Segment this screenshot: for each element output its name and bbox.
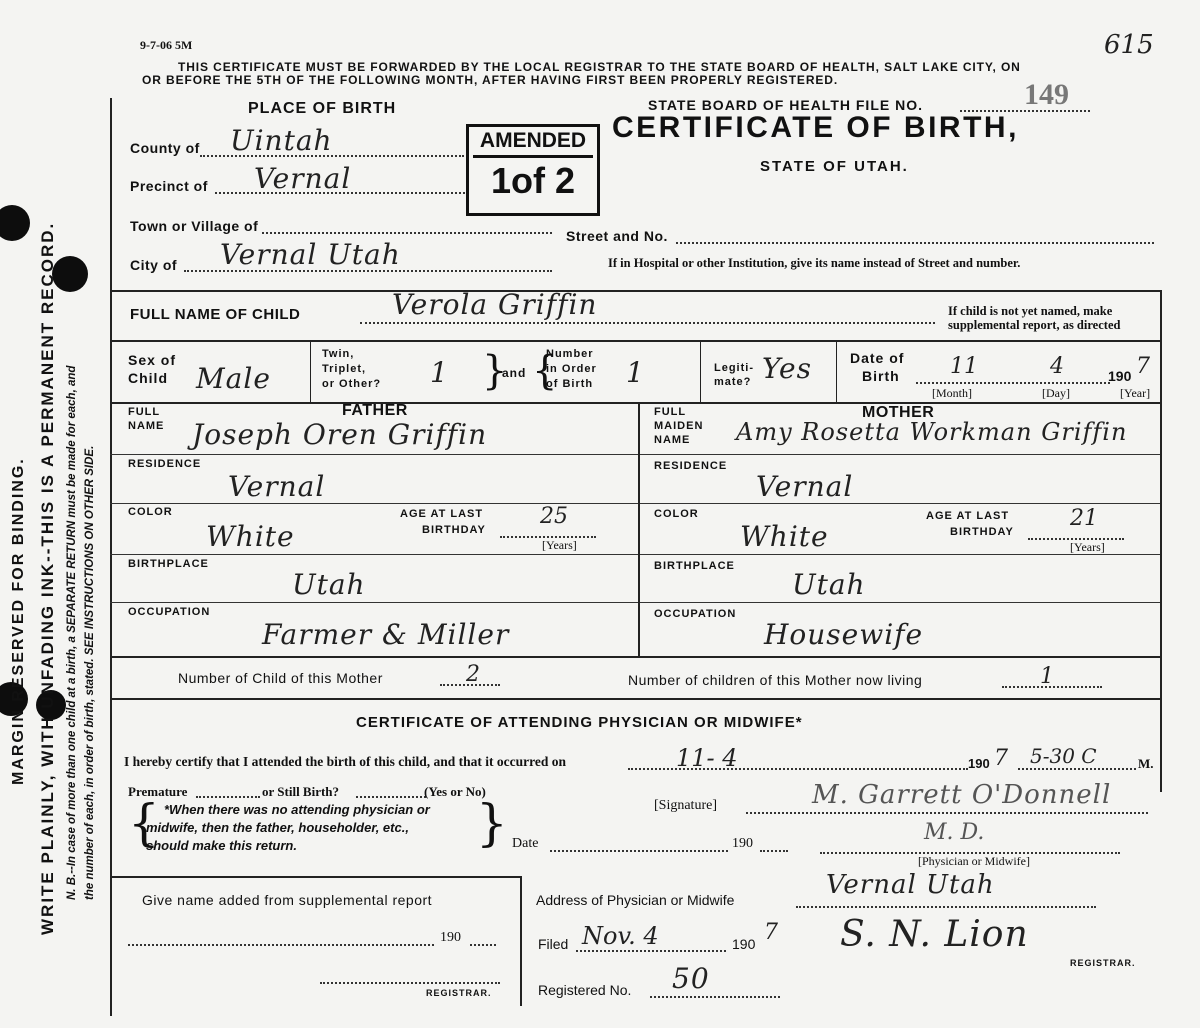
father-color-label: COLOR [128, 506, 173, 518]
number-label-1: Number [546, 348, 594, 360]
notice-line-2: OR BEFORE THE 5TH OF THE FOLLOWING MONTH, AFTER HAVING FIRST BEEN PROPERLY REGISTERED. [142, 73, 839, 87]
father-residence-label: RESIDENCE [128, 458, 202, 470]
margin-nb-line-1: N. B.--In case of more than one child at a birth, a SEPARATE RETURN must be made for each, and [66, 365, 78, 900]
father-age: 25 [540, 504, 568, 529]
filed-label: Filed [538, 936, 569, 952]
name-section-divider [110, 340, 1162, 342]
living-label: Number of children of this Mother now living [628, 672, 923, 688]
margin-binding-text: MARGIN RESERVED FOR BINDING. [10, 457, 27, 785]
parents-section-divider [110, 656, 1162, 658]
registrar-label: REGISTRAR. [1070, 958, 1136, 968]
dob-day: 4 [1050, 354, 1064, 379]
signature-label: [Signature] [654, 798, 717, 813]
signature-line [746, 812, 1148, 814]
dob-year-digit: 7 [1136, 354, 1150, 379]
street-line [676, 242, 1154, 244]
notice-line-1: THIS CERTIFICATE MUST BE FORWARDED BY THE LOCAL REGISTRAR TO THE STATE BOARD OF HEALTH, SALT LAKE CITY, ON [178, 60, 1021, 74]
right-border [1160, 292, 1162, 792]
child-name-line [360, 322, 935, 324]
address-line [796, 906, 1096, 908]
supplemental-top-border [110, 876, 522, 878]
mother-residence: Vernal [756, 470, 854, 503]
city-value: Vernal Utah [220, 238, 401, 271]
unnamed-note-line-2: supplemental report, as directed [948, 318, 1121, 332]
address-label: Address of Physician or Midwife [536, 892, 735, 908]
child-number-value: 2 [466, 662, 480, 687]
legitimate-value: Yes [762, 352, 812, 385]
margin-nb-line-2: the number of each, in order of birth, stated. SEE INSTRUCTIONS ON OTHER SIDE. [84, 445, 96, 900]
legit-label-2: mate? [714, 376, 752, 388]
mother-birthplace-label: BIRTHPLACE [654, 560, 735, 572]
mother-years-label: [Years] [1070, 540, 1105, 554]
mother-color-rule [640, 554, 1160, 555]
dob-label-2: Birth [862, 368, 900, 384]
place-of-birth-heading: PLACE OF BIRTH [248, 100, 397, 117]
premature-label: Premature [128, 784, 188, 799]
sex-label-2: Child [128, 370, 168, 386]
mother-name: Amy Rosetta Workman Griffin [736, 418, 1128, 446]
town-line [262, 232, 552, 234]
physician-signature: M. Garrett O'Donnell [812, 780, 1112, 810]
occurred-year-digit: 7 [994, 746, 1008, 771]
father-full-label-2: NAME [128, 420, 165, 432]
amended-stamp-top: AMENDED [473, 127, 593, 158]
father-residence: Vernal [228, 470, 326, 503]
mother-color: White [740, 520, 829, 553]
county-label: County of [130, 140, 200, 156]
precinct-value: Vernal [254, 162, 352, 195]
legit-divider [836, 342, 837, 402]
physician-note-1: *When there was no attending physician or [164, 802, 430, 817]
county-value: Uintah [230, 124, 333, 157]
filed-year-prefix: 190 [732, 936, 756, 952]
mother-heading: MOTHER [862, 404, 935, 421]
still-birth-label: or Still Birth? [262, 784, 340, 799]
child-name-label: FULL NAME OF CHILD [130, 306, 301, 323]
father-name-rule [110, 454, 638, 455]
legit-label-1: Legiti- [714, 362, 754, 374]
twin-value: 1 [430, 356, 449, 389]
twin-label-1: Twin, [322, 348, 355, 360]
registered-label: Registered No. [538, 982, 632, 998]
occurred-time: 5-30 C [1030, 744, 1097, 768]
supplemental-year-prefix: 190 [440, 930, 461, 945]
place-section-divider [110, 290, 1162, 292]
month-label: [Month] [932, 386, 972, 400]
certify-text: I hereby certify that I attended the birth of this child, and that it occurred on [124, 754, 566, 769]
father-color-rule [110, 554, 638, 555]
sex-value: Male [196, 362, 271, 395]
dob-label-1: Date of [850, 350, 905, 366]
sex-label-1: Sex of [128, 352, 177, 368]
unnamed-note-line-1: If child is not yet named, make [948, 304, 1113, 318]
occurred-year-prefix: 190 [968, 756, 990, 771]
supplemental-right-border [520, 876, 522, 1006]
amended-stamp-bottom: 1of 2 [490, 160, 576, 201]
supplemental-registrar-label: REGISTRAR. [426, 988, 492, 998]
number-divider [700, 342, 701, 402]
parents-center-divider [638, 402, 640, 656]
mother-age-label-1: AGE AT LAST [926, 510, 1010, 522]
father-color: White [206, 520, 295, 553]
dob-month: 11 [950, 354, 978, 379]
father-heading: FATHER [342, 402, 408, 419]
father-occupation-label: OCCUPATION [128, 606, 211, 618]
file-no-value: 149 [1024, 78, 1069, 111]
mother-age-label-2: BIRTHDAY [950, 526, 1014, 538]
address-value: Vernal Utah [826, 870, 995, 900]
dob-line [916, 382, 1110, 384]
mother-occupation: Housewife [764, 618, 924, 651]
amended-stamp [466, 124, 600, 216]
father-occupation: Farmer & Miller [262, 618, 510, 651]
day-label: [Day] [1042, 386, 1070, 400]
father-years-label: [Years] [542, 538, 577, 552]
father-full-label-1: FULL [128, 406, 161, 418]
premature-line [196, 796, 260, 798]
physician-or-midwife-label: [Physician or Midwife] [918, 854, 1030, 868]
registered-number: 50 [672, 962, 710, 995]
registered-line [650, 996, 780, 998]
supplemental-registrar-line [320, 982, 500, 984]
mother-birthplace: Utah [792, 568, 866, 601]
mother-residence-label: RESIDENCE [654, 460, 728, 472]
mother-residence-rule [640, 503, 1160, 504]
mother-age: 21 [1070, 506, 1098, 531]
number-brace: { [532, 348, 558, 394]
form-code: 9-7-06 5M [140, 38, 193, 52]
page-number: 615 [1104, 30, 1154, 60]
counts-section-divider [110, 698, 1162, 700]
father-name: Joseph Oren Griffin [192, 418, 488, 451]
year-label: [Year] [1120, 386, 1151, 400]
father-age-label-2: BIRTHDAY [422, 524, 486, 536]
number-label-2: in Order [546, 363, 597, 375]
physician-degree: M. D. [924, 820, 985, 845]
mother-full-label-3: NAME [654, 434, 691, 446]
mother-full-label-2: MAIDEN [654, 420, 704, 432]
time-line [1018, 768, 1136, 770]
mother-birthplace-rule [640, 602, 1160, 603]
mother-name-rule [640, 454, 1160, 455]
twin-label-3: or Other? [322, 378, 382, 390]
supplemental-year-line [470, 944, 496, 946]
filed-line [576, 950, 726, 952]
father-birthplace: Utah [292, 568, 366, 601]
left-border [110, 98, 112, 1016]
certificate-title: CERTIFICATE OF BIRTH, [612, 111, 1019, 144]
sex-divider [310, 342, 311, 402]
still-birth-line [356, 796, 426, 798]
mother-occupation-label: OCCUPATION [654, 608, 737, 620]
living-value: 1 [1040, 664, 1054, 689]
filed-date: Nov. 4 [582, 922, 659, 950]
street-label: Street and No. [566, 228, 668, 244]
twin-brace: } [482, 348, 508, 394]
precinct-label: Precinct of [130, 178, 208, 194]
state-heading: STATE OF UTAH. [760, 158, 909, 175]
father-birthplace-rule [110, 602, 638, 603]
date-year-line [760, 850, 788, 852]
registrar-signature: S. N. Lion [840, 914, 1029, 955]
physician-heading: CERTIFICATE OF ATTENDING PHYSICIAN OR MIDWIFE* [356, 714, 803, 731]
filed-year-digit: 7 [764, 920, 778, 945]
father-age-label-1: AGE AT LAST [400, 508, 484, 520]
hospital-note: If in Hospital or other Institution, give its name instead of Street and number. [608, 256, 1021, 270]
time-suffix: M. [1138, 756, 1154, 771]
father-birthplace-label: BIRTHPLACE [128, 558, 209, 570]
supplemental-line [128, 944, 434, 946]
date-line [550, 850, 728, 852]
dob-year-prefix: 190 [1108, 368, 1132, 384]
date-label: Date [512, 836, 539, 851]
file-no-label: STATE BOARD OF HEALTH FILE NO. [648, 97, 923, 113]
twin-label-2: Triplet, [322, 363, 367, 375]
child-number-label: Number of Child of this Mother [178, 670, 383, 686]
number-value: 1 [626, 356, 645, 389]
physician-note-2: midwife, then the father, householder, etc., [146, 820, 409, 835]
occurred-date: 11- 4 [676, 744, 738, 772]
child-name-value: Verola Griffin [392, 288, 598, 321]
number-label-3: of Birth [546, 378, 594, 390]
child-section-divider [110, 402, 1162, 404]
physician-note-3: should make this return. [146, 838, 297, 853]
city-label: City of [130, 257, 178, 273]
mother-color-label: COLOR [654, 508, 699, 520]
binding-hole-top [0, 205, 30, 241]
note-brace-right: } [476, 794, 508, 852]
date-year-prefix: 190 [732, 836, 753, 851]
margin-ink-text: WRITE PLAINLY, WITH UNFADING INK--THIS IS A PERMANENT RECORD. [38, 221, 57, 935]
and-label: and [502, 366, 527, 380]
mother-full-label-1: FULL [654, 406, 687, 418]
note-brace-left: { [128, 794, 160, 852]
yes-no-label: (Yes or No) [424, 784, 486, 799]
town-label: Town or Village of [130, 218, 259, 234]
supplemental-label: Give name added from supplemental report [142, 892, 433, 908]
